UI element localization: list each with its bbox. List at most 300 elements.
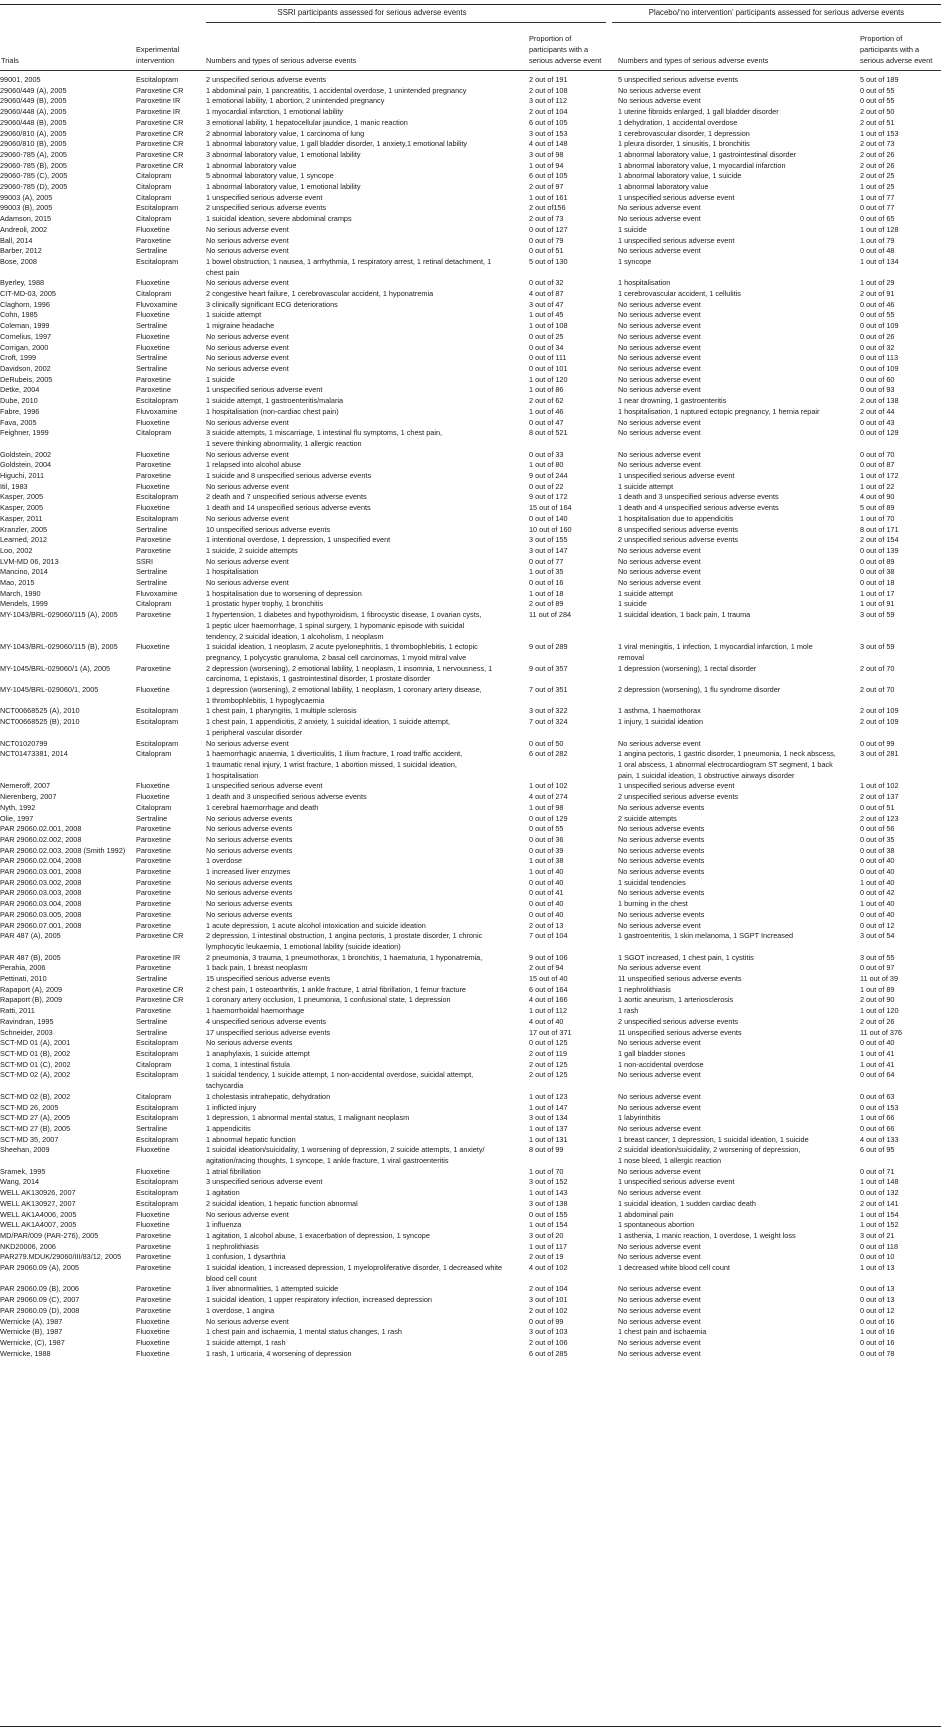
placebo-events-cell: No serious adverse event xyxy=(618,331,701,341)
placebo-proportion-cell: 6 out of 95 xyxy=(860,1145,895,1155)
ssri-events-cell: 1 depression, 1 abnormal mental status, 1 malignant neoplasm xyxy=(206,1113,410,1123)
trial-cell: Mao, 2015 xyxy=(0,578,35,588)
ssri-events-cell: No serious adverse event xyxy=(206,246,289,256)
table-row xyxy=(0,396,941,407)
trial-cell: Sheehan, 2009 xyxy=(0,1145,50,1155)
placebo-proportion-cell: 0 out of 43 xyxy=(860,417,895,427)
trial-cell: SCT-MD 01 (C), 2002 xyxy=(0,1059,71,1069)
trial-cell: Ratti, 2011 xyxy=(0,1006,35,1016)
placebo-events-cell: 1 abnormal laboratory value xyxy=(618,182,709,192)
placebo-events-cell: No serious adverse event xyxy=(618,1038,701,1048)
intervention-cell: Citalopram xyxy=(136,289,172,299)
intervention-cell: Citalopram xyxy=(136,182,172,192)
top-rule xyxy=(0,4,941,5)
placebo-events-cell: No serious adverse events xyxy=(618,856,705,866)
trial-cell: Ravindran, 1995 xyxy=(0,1016,54,1026)
trial-cell: 29060/449 (B), 2005 xyxy=(0,96,67,106)
placebo-proportion-cell: 3 out of 59 xyxy=(860,610,895,620)
trial-cell: Wernicke, (C), 1987 xyxy=(0,1337,65,1347)
intervention-cell: Sertraline xyxy=(136,567,168,577)
placebo-events-cell: 1 gall bladder stones xyxy=(618,1048,686,1058)
ssri-events-cell: 1 suicidal ideation, severe abdominal cramps xyxy=(206,214,352,224)
placebo-proportion-cell: 4 out of 133 xyxy=(860,1134,899,1144)
table-row xyxy=(0,1338,941,1349)
intervention-cell: Fluoxetine xyxy=(136,1316,170,1326)
intervention-cell: Paroxetine IR xyxy=(136,107,181,117)
trial-cell: PAR 29060.03.005, 2008 xyxy=(0,909,82,919)
ssri-proportion-cell: 0 out of 41 xyxy=(529,888,564,898)
table-row xyxy=(0,525,941,536)
placebo-proportion-cell: 0 out of 13 xyxy=(860,1295,895,1305)
placebo-events-cell: No serious adverse event xyxy=(618,567,701,577)
placebo-events-cell: 1 nephrolithiasis xyxy=(618,984,671,994)
placebo-proportion-cell: 0 out of 77 xyxy=(860,203,895,213)
ssri-proportion-cell: 9 out of 106 xyxy=(529,952,568,962)
ssri-events-cell: 1 unspecified serious adverse event xyxy=(206,781,323,791)
table-row xyxy=(0,332,941,343)
table-body xyxy=(0,75,941,1359)
ssri-events-cell: No serious adverse event xyxy=(206,513,289,523)
placebo-proportion-cell: 1 out of 25 xyxy=(860,182,895,192)
ssri-proportion-cell: 0 out of 140 xyxy=(529,513,568,523)
trial-cell: Ball, 2014 xyxy=(0,235,33,245)
ssri-proportion-cell: 2 out of 73 xyxy=(529,214,564,224)
intervention-cell: Paroxetine xyxy=(136,460,171,470)
trial-cell: PAR 29060.03.003, 2008 xyxy=(0,888,82,898)
ssri-events-cell: 1 abnormal hepatic function xyxy=(206,1134,296,1144)
ssri-proportion-cell: 8 out of 99 xyxy=(529,1145,564,1155)
ssri-events-cell: 1 cholestasis intrahepatic, dehydration xyxy=(206,1091,331,1101)
placebo-proportion-cell: 0 out of 93 xyxy=(860,385,895,395)
placebo-proportion-cell: 0 out of 13 xyxy=(860,1284,895,1294)
ssri-proportion-cell: 2 out of 94 xyxy=(529,963,564,973)
trial-cell: Perahia, 2006 xyxy=(0,963,46,973)
placebo-events-cell: No serious adverse event xyxy=(618,1284,701,1294)
placebo-events-cell: No serious adverse event xyxy=(618,1188,701,1198)
ssri-proportion-cell: 1 out of 40 xyxy=(529,867,564,877)
placebo-proportion-cell: 8 out of 171 xyxy=(860,524,899,534)
placebo-events-cell: 1 abnormal laboratory value, 1 gastrointestinal disorder xyxy=(618,149,797,159)
ssri-events-cell: No serious adverse events xyxy=(206,845,293,855)
trial-cell: Goldstein, 2004 xyxy=(0,460,52,470)
ssri-events-cell: No serious adverse event xyxy=(206,331,289,341)
placebo-proportion-cell: 0 out of 35 xyxy=(860,834,895,844)
placebo-proportion-cell: 0 out of 70 xyxy=(860,449,895,459)
intervention-cell: Escitalopram xyxy=(136,203,179,213)
placebo-proportion-cell: 0 out of 26 xyxy=(860,331,895,341)
trial-cell: Wernicke (B), 1987 xyxy=(0,1327,63,1337)
trial-cell: Andreoli, 2002 xyxy=(0,224,48,234)
table-row xyxy=(0,706,941,717)
ssri-proportion-cell: 15 out of 40 xyxy=(529,974,568,984)
table-row xyxy=(0,899,941,910)
placebo-proportion-cell: 0 out of 56 xyxy=(860,824,895,834)
ssri-events-cell: 1 abnormal laboratory value, 1 gall bladder disorder, 1 anxiety,1 emotional lability xyxy=(206,139,468,149)
placebo-proportion-cell: 2 out of 123 xyxy=(860,813,899,823)
ssri-events-cell: No serious adverse events xyxy=(206,888,293,898)
intervention-cell: Fluvoxamine xyxy=(136,299,178,309)
placebo-proportion-cell: 2 out of 91 xyxy=(860,289,895,299)
table-row xyxy=(0,1263,941,1284)
placebo-events-cell: 1 gastroenteritis, 1 skin melanoma, 1 SGPT Increased xyxy=(618,931,794,941)
placebo-proportion-cell: 0 out of 65 xyxy=(860,214,895,224)
placebo-events-cell: 1 death and 3 unspecified serious adverse events xyxy=(618,492,779,502)
table-row xyxy=(0,1220,941,1231)
table-row xyxy=(0,171,941,182)
ssri-proportion-cell: 4 out of 102 xyxy=(529,1263,568,1273)
intervention-cell: Fluoxetine xyxy=(136,1348,170,1358)
ssri-proportion-cell: 3 out of 152 xyxy=(529,1177,568,1187)
placebo-proportion-cell: 0 out of 55 xyxy=(860,85,895,95)
intervention-cell: Paroxetine xyxy=(136,1230,171,1240)
placebo-events-cell: 1 cerebrovascular disorder, 1 depression xyxy=(618,128,750,138)
ssri-proportion-cell: 1 out of 161 xyxy=(529,192,568,202)
placebo-proportion-cell: 3 out of 59 xyxy=(860,642,895,652)
table-row xyxy=(0,931,941,952)
ssri-proportion-cell: 0 out of 32 xyxy=(529,278,564,288)
ssri-events-cell: 17 unspecified serious adverse events xyxy=(206,1027,331,1037)
ssri-events-cell: 3 abnormal laboratory value, 1 emotional lability xyxy=(206,149,361,159)
trial-cell: Schneider, 2003 xyxy=(0,1027,53,1037)
ssri-proportion-cell: 3 out of 322 xyxy=(529,706,568,716)
ssri-events-cell: 1 myocardial infarction, 1 emotional lability xyxy=(206,107,344,117)
intervention-cell: Escitalopram xyxy=(136,1038,179,1048)
placebo-proportion-cell: 1 out of 154 xyxy=(860,1209,899,1219)
ssri-proportion-cell: 17 out of 371 xyxy=(529,1027,572,1037)
ssri-events-cell: 1 haemorrhagic anaemia, 1 diverticulitis, 1 ilium fracture, 1 road traffic accident, 1 traumatic renal injury, 1 wrist fracture, 1 abortion missed, 1 suicidal ideation, 1 hospitalisation xyxy=(206,749,463,780)
intervention-cell: Fluvoxamine xyxy=(136,406,178,416)
ssri-proportion-cell: 3 out of 134 xyxy=(529,1113,568,1123)
placebo-proportion-cell: 0 out of 12 xyxy=(860,1305,895,1315)
ssri-proportion-cell: 7 out of 324 xyxy=(529,717,568,727)
intervention-cell: Paroxetine xyxy=(136,1006,171,1016)
table-row xyxy=(0,129,941,140)
trial-cell: Pettinati, 2010 xyxy=(0,974,47,984)
placebo-events-cell: No serious adverse event xyxy=(618,1123,701,1133)
ssri-proportion-cell: 1 out of 80 xyxy=(529,460,564,470)
trial-cell: Byerley, 1988 xyxy=(0,278,45,288)
trial-cell: Olie, 1997 xyxy=(0,813,34,823)
placebo-proportion-cell: 11 out of 376 xyxy=(860,1027,903,1037)
trial-cell: Claghorn, 1996 xyxy=(0,299,50,309)
ssri-proportion-cell: 4 out of 40 xyxy=(529,1016,564,1026)
ssri-events-cell: 1 depression (worsening), 2 emotional lability, 1 neoplasm, 1 coronary artery disease, 1 thrombophlebitis, 1 hypoglycaemia xyxy=(206,685,482,705)
ssri-proportion-cell: 6 out of 285 xyxy=(529,1348,568,1358)
ssri-proportion-cell: 6 out of 105 xyxy=(529,171,568,181)
trial-cell: 99001, 2005 xyxy=(0,75,41,84)
ssri-proportion-cell: 0 out of 33 xyxy=(529,449,564,459)
ssri-events-cell: 2 congestive heart failure, 1 cerebrovascular accident, 1 hyponatremia xyxy=(206,289,434,299)
placebo-events-cell: No serious adverse event xyxy=(618,246,701,256)
placebo-events-cell: 1 viral meningitis, 1 infection, 1 myocardial infarction, 1 mole removal xyxy=(618,642,813,662)
placebo-proportion-cell: 2 out of 138 xyxy=(860,396,899,406)
table-row xyxy=(0,482,941,493)
trial-cell: 99003 (A), 2005 xyxy=(0,192,53,202)
ssri-proportion-cell: 0 out of 101 xyxy=(529,363,568,373)
placebo-events-cell: 1 injury, 1 suicidal ideation xyxy=(618,717,704,727)
ssri-events-cell: No serious adverse events xyxy=(206,899,293,909)
intervention-cell: Sertraline xyxy=(136,524,168,534)
trial-cell: 29060-785 (B), 2005 xyxy=(0,160,67,170)
ssri-proportion-cell: 1 out of 45 xyxy=(529,310,564,320)
table-row xyxy=(0,1188,941,1199)
trial-cell: SCT-MD 02 (A), 2002 xyxy=(0,1070,71,1080)
placebo-events-cell: 1 rash xyxy=(618,1006,639,1016)
intervention-cell: Paroxetine xyxy=(136,1305,171,1315)
placebo-events-cell: No serious adverse event xyxy=(618,214,701,224)
table-row xyxy=(0,803,941,814)
intervention-cell: Fluoxetine xyxy=(136,1337,170,1347)
placebo-proportion-cell: 0 out of 42 xyxy=(860,888,895,898)
ssri-proportion-cell: 15 out of 164 xyxy=(529,503,572,513)
ssri-proportion-cell: 0 out of 40 xyxy=(529,877,564,887)
intervention-cell: Escitalopram xyxy=(136,1070,179,1080)
trial-cell: MY-1045/BRL-029060/1, 2005 xyxy=(0,685,99,695)
placebo-events-cell: 1 chest pain and ischaemia xyxy=(618,1327,707,1337)
ssri-proportion-cell: 3 out of 47 xyxy=(529,299,564,309)
table-row xyxy=(0,418,941,429)
trial-cell: PAR 487 (A), 2005 xyxy=(0,931,61,941)
table-row xyxy=(0,246,941,257)
placebo-events-cell: 1 cerebrovascular accident, 1 cellulitis xyxy=(618,289,741,299)
intervention-cell: Paroxetine xyxy=(136,1241,171,1251)
table-row xyxy=(0,888,941,899)
table-row xyxy=(0,1070,941,1091)
ssri-proportion-cell: 2 out of156 xyxy=(529,203,566,213)
ssri-proportion-cell: 0 out of 47 xyxy=(529,417,564,427)
table-row xyxy=(0,1028,941,1039)
ssri-proportion-cell: 6 out of 164 xyxy=(529,984,568,994)
placebo-events-cell: 1 spontaneous abortion xyxy=(618,1220,695,1230)
intervention-cell: Fluoxetine xyxy=(136,224,170,234)
placebo-proportion-cell: 2 out of 25 xyxy=(860,171,895,181)
placebo-events-cell: No serious adverse event xyxy=(618,1348,701,1358)
trial-cell: Coleman, 1999 xyxy=(0,321,50,331)
placebo-events-cell: 1 breast cancer, 1 depression, 1 suicidal ideation, 1 suicide xyxy=(618,1134,809,1144)
table-row xyxy=(0,1252,941,1263)
ssri-events-cell: 15 unspecified serious adverse events xyxy=(206,974,331,984)
placebo-proportion-cell: 0 out of 99 xyxy=(860,738,895,748)
intervention-cell: Fluoxetine xyxy=(136,481,170,491)
ssri-proportion-cell: 0 out of 125 xyxy=(529,1038,568,1048)
placebo-proportion-cell: 0 out of 40 xyxy=(860,909,895,919)
ssri-events-cell: 1 suicidal ideation/suicidality, 1 worsening of depression, 2 suicide attempts, 1 anxiety/ agitation/racing thoughts, 1 syncope, 1 ankle fracture, 1 viral gastroenteritis xyxy=(206,1145,485,1166)
ssri-proportion-cell: 0 out of 77 xyxy=(529,556,564,566)
table-row xyxy=(0,1210,941,1221)
ssri-events-cell: 4 unspecified serious adverse events xyxy=(206,1016,327,1026)
trial-cell: NKD20006, 2006 xyxy=(0,1241,56,1251)
ssri-proportion-cell: 0 out of 22 xyxy=(529,481,564,491)
table-row xyxy=(0,739,941,750)
table-row xyxy=(0,375,941,386)
placebo-events-cell: 1 suicide attempt xyxy=(618,588,674,598)
col-header-placebo-proportion: Proportion of participants with a serious adverse event xyxy=(860,34,933,65)
trial-cell: WELL AK1A4006, 2005 xyxy=(0,1209,77,1219)
intervention-cell: Paroxetine xyxy=(136,235,171,245)
trial-cell: PAR279.MDUK/29060/III/83/12, 2005 xyxy=(0,1252,122,1262)
intervention-cell: Sertraline xyxy=(136,813,168,823)
placebo-events-cell: 1 non-accidental overdose xyxy=(618,1059,704,1069)
placebo-events-cell: 1 unspecified serious adverse event xyxy=(618,1177,735,1187)
placebo-proportion-cell: 0 out of 55 xyxy=(860,310,895,320)
ssri-events-cell: 1 emotional lability, 1 abortion, 2 unintended pregnancy xyxy=(206,96,385,106)
placebo-proportion-cell: 1 out of 41 xyxy=(860,1048,895,1058)
placebo-events-cell: 1 suicidal tendencies xyxy=(618,877,686,887)
placebo-events-cell: No serious adverse event xyxy=(618,1102,701,1112)
placebo-events-cell: No serious adverse events xyxy=(618,888,705,898)
table-row xyxy=(0,75,941,86)
placebo-events-cell: No serious adverse event xyxy=(618,1337,701,1347)
trial-cell: WELL AK130926, 2007 xyxy=(0,1188,76,1198)
table-row xyxy=(0,749,941,781)
table-row xyxy=(0,1177,941,1188)
ssri-proportion-cell: 1 out of 120 xyxy=(529,374,568,384)
table-row xyxy=(0,310,941,321)
intervention-cell: Sertraline xyxy=(136,1027,168,1037)
trial-cell: Goldstein, 2002 xyxy=(0,449,52,459)
intervention-cell: Fluoxetine xyxy=(136,503,170,513)
trial-cell: CIT-MD-03, 2005 xyxy=(0,289,56,299)
trial-cell: Fabre, 1996 xyxy=(0,406,40,416)
ssri-group-header: SSRI participants assessed for serious adverse events xyxy=(277,8,467,17)
placebo-events-cell: 1 SGOT increased, 1 chest pain, 1 cystitis xyxy=(618,952,754,962)
placebo-proportion-cell: 0 out of 64 xyxy=(860,1070,895,1080)
ssri-events-cell: No serious adverse events xyxy=(206,813,293,823)
trial-cell: NCT00668525 (B), 2010 xyxy=(0,717,80,727)
intervention-cell: Citalopram xyxy=(136,749,172,759)
ssri-proportion-cell: 1 out of 98 xyxy=(529,802,564,812)
ssri-events-cell: 1 agitation xyxy=(206,1188,240,1198)
ssri-proportion-cell: 7 out of 104 xyxy=(529,931,568,941)
trial-cell: PAR 29060.09 (D), 2008 xyxy=(0,1305,80,1315)
ssri-events-cell: 1 suicidal ideation, 1 upper respiratory infection, increased depression xyxy=(206,1295,432,1305)
trial-cell: PAR 29060.03.004, 2008 xyxy=(0,899,82,909)
trial-cell: WELL AK1A4007, 2005 xyxy=(0,1220,77,1230)
ssri-proportion-cell: 2 out of 102 xyxy=(529,1305,568,1315)
placebo-proportion-cell: 2 out of 73 xyxy=(860,139,895,149)
table-row xyxy=(0,321,941,332)
ssri-events-cell: No serious adverse events xyxy=(206,834,293,844)
placebo-events-cell: 2 unspecified serious adverse events xyxy=(618,1016,739,1026)
trial-cell: NCT01473381, 2014 xyxy=(0,749,68,759)
trial-cell: Adamson, 2015 xyxy=(0,214,52,224)
trial-cell: Nierenberg, 2007 xyxy=(0,792,57,802)
ssri-events-cell: 1 back pain, 1 breast neoplasm xyxy=(206,963,308,973)
placebo-proportion-cell: 1 out of 91 xyxy=(860,599,895,609)
ssri-events-cell: 1 suicide attempt, 1 gastroenteritis/malaria xyxy=(206,396,344,406)
table-row xyxy=(0,407,941,418)
ssri-proportion-cell: 1 out of 46 xyxy=(529,406,564,416)
placebo-events-cell: 1 asthenia, 1 manic reaction, 1 overdose, 1 weight loss xyxy=(618,1230,796,1240)
trial-cell: Cohn, 1985 xyxy=(0,310,38,320)
intervention-cell: Fluoxetine xyxy=(136,1145,170,1155)
trial-cell: 29060-785 (A), 2005 xyxy=(0,149,67,159)
placebo-proportion-cell: 0 out of 63 xyxy=(860,1091,895,1101)
table-row xyxy=(0,835,941,846)
trial-cell: Corrigan, 2000 xyxy=(0,342,49,352)
trial-cell: Learned, 2012 xyxy=(0,535,48,545)
ssri-proportion-cell: 1 out of 70 xyxy=(529,1166,564,1176)
intervention-cell: Sertraline xyxy=(136,246,168,256)
table-row xyxy=(0,599,941,610)
ssri-proportion-cell: 3 out of 147 xyxy=(529,545,568,555)
table-row xyxy=(0,856,941,867)
placebo-events-cell: 1 syncope xyxy=(618,256,652,266)
ssri-proportion-cell: 10 out of 160 xyxy=(529,524,572,534)
ssri-events-cell: No serious adverse event xyxy=(206,417,289,427)
placebo-events-cell: 1 labyrinthitis xyxy=(618,1113,661,1123)
trial-cell: MD/PAR/009 (PAR-276), 2005 xyxy=(0,1230,99,1240)
placebo-events-cell: No serious adverse event xyxy=(618,1166,701,1176)
table-row xyxy=(0,792,941,803)
placebo-proportion-cell: 1 out of 22 xyxy=(860,481,895,491)
placebo-proportion-cell: 2 out of 26 xyxy=(860,149,895,159)
placebo-events-cell: No serious adverse event xyxy=(618,460,701,470)
table-row xyxy=(0,1135,941,1146)
ssri-events-cell: 2 suicidal ideation, 1 hepatic function abnormal xyxy=(206,1198,358,1208)
placebo-proportion-cell: 0 out of 71 xyxy=(860,1166,895,1176)
placebo-events-cell: 1 suicidal ideation, 1 back pain, 1 trauma xyxy=(618,610,751,620)
intervention-cell: Citalopram xyxy=(136,1059,172,1069)
placebo-proportion-cell: 0 out of 16 xyxy=(860,1337,895,1347)
intervention-cell: Fluoxetine xyxy=(136,342,170,352)
ssri-events-cell: 1 overdose, 1 angina xyxy=(206,1305,275,1315)
placebo-proportion-cell: 1 out of 102 xyxy=(860,781,899,791)
ssri-events-cell: 2 chest pain, 1 osteoarthritis, 1 ankle fracture, 1 atrial fibrillation, 1 femur fracture xyxy=(206,984,466,994)
trial-cell: PAR 29060.02.001, 2008 xyxy=(0,824,82,834)
table-row xyxy=(0,1017,941,1028)
placebo-events-cell: No serious adverse event xyxy=(618,1252,701,1262)
placebo-events-cell: 1 abnormal laboratory value, 1 myocardial infarction xyxy=(618,160,786,170)
intervention-cell: Paroxetine xyxy=(136,610,171,620)
intervention-cell: Citalopram xyxy=(136,214,172,224)
placebo-proportion-cell: 5 out of 89 xyxy=(860,503,895,513)
placebo-events-cell: 1 depression (worsening), 1 rectal disorder xyxy=(618,663,757,673)
intervention-cell: Paroxetine xyxy=(136,1295,171,1305)
placebo-proportion-cell: 0 out of 55 xyxy=(860,96,895,106)
ssri-proportion-cell: 0 out of 51 xyxy=(529,246,564,256)
ssri-events-cell: 1 cerebral haemorrhage and death xyxy=(206,802,319,812)
table-row xyxy=(0,546,941,557)
ssri-events-cell: 2 depression, 1 intestinal obstruction, 1 angina pectoris, 1 prostate disorder, 1 chronic lymphocytic leukaemia, 1 emotional lability (suicide ideation) xyxy=(206,931,483,951)
trial-cell: NCT00668525 (A), 2010 xyxy=(0,706,80,716)
table-row xyxy=(0,182,941,193)
intervention-cell: Fluoxetine xyxy=(136,1220,170,1230)
ssri-proportion-cell: 2 out of 104 xyxy=(529,107,568,117)
ssri-events-cell: 1 abnormal laboratory value xyxy=(206,160,297,170)
table-row xyxy=(0,107,941,118)
placebo-proportion-cell: 0 out of 139 xyxy=(860,545,899,555)
ssri-events-cell: 1 bowel obstruction, 1 nausea, 1 arrhythmia, 1 respiratory arrest, 1 retinal detachment, 1 chest pain xyxy=(206,256,492,277)
table-row xyxy=(0,1103,941,1114)
ssri-proportion-cell: 7 out of 351 xyxy=(529,685,568,695)
ssri-proportion-cell: 1 out of 117 xyxy=(529,1241,568,1251)
intervention-cell: Paroxetine xyxy=(136,920,171,930)
ssri-proportion-cell: 1 out of 143 xyxy=(529,1188,568,1198)
placebo-proportion-cell: 0 out of 109 xyxy=(860,321,899,331)
ssri-proportion-cell: 1 out of 154 xyxy=(529,1220,568,1230)
adverse-events-table xyxy=(0,75,941,1359)
ssri-proportion-cell: 2 out of 62 xyxy=(529,396,564,406)
ssri-events-cell: 3 unspecified serious adverse event xyxy=(206,1177,323,1187)
trial-cell: SCT-MD 01 (A), 2001 xyxy=(0,1038,71,1048)
placebo-events-cell: 1 unspecified serious adverse event xyxy=(618,192,735,202)
intervention-cell: Escitalopram xyxy=(136,1048,179,1058)
intervention-cell: Sertraline xyxy=(136,363,168,373)
ssri-events-cell: 1 death and 3 unspecified serious adverse events xyxy=(206,792,367,802)
placebo-events-cell: No serious adverse event xyxy=(618,203,701,213)
intervention-cell: Fluoxetine xyxy=(136,310,170,320)
